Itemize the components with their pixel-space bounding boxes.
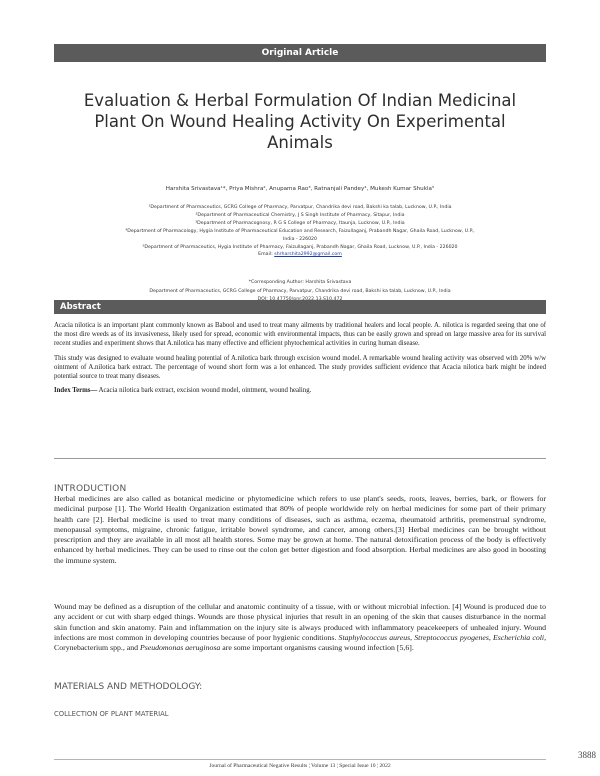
organism-name: Streptococcus pyogenes bbox=[414, 632, 489, 642]
introduction-heading: INTRODUCTION bbox=[54, 484, 127, 494]
index-terms-label: Index Terms— bbox=[54, 387, 98, 395]
abstract-paragraph-2: This study was designed to evaluate wound healing potential of A.nilotica bark through excision wound model. A remarkable wound healing activity was observed with 20% w/w ointment of A.nilotica bark extract. The percentage of wound short form was a lot enhanced. The study provides sufficient evidence that Acacia nilotica bark might be indeed potential source to treat many diseases. bbox=[54, 354, 546, 380]
article-type-label: Original Article bbox=[261, 48, 339, 58]
index-terms-text: Acacia nilotica bark extract, excision wound model, ointment, wound healing. bbox=[97, 387, 312, 395]
paragraph-text: are some important organisms causing wound infection [5,6]. bbox=[220, 643, 414, 653]
footer-divider bbox=[54, 759, 546, 760]
title-line-3: Animals bbox=[267, 133, 333, 152]
index-terms bbox=[54, 387, 546, 396]
introduction-paragraph-2 bbox=[54, 602, 546, 653]
section-divider bbox=[54, 458, 546, 459]
affiliation-3: ³Department of Pharmacognosy, R G S College of Pharmacy, Itaunja, Lucknow, U.P., India bbox=[195, 220, 405, 226]
affiliations bbox=[54, 204, 546, 259]
introduction-paragraph-1: Herbal medicines are also called as botanical medicine or phytomedicine which refers to use plant's seeds, roots, leaves, berries, bark, or flowers for medicinal purpose [1]. The World Health Organization estimated that 80% of people worldwide rely on herbal medicines for some part of their primary health care [2]. Herbal medicine is used to treat many conditions of diseases, such as asthma, eczema, rheumatoid arthritis, premenstrual syndrome, menopausal symptoms, migraine, chronic fatigue, irritable bowel syndrome, and cancer, among others.[3] Herbal medicines can be brought without prescription and they are available in all most all health stores. Some may be grown at home. The natural detoxification process of the body is effectively enhanced by herbal medicines. They can be used to rinse out the colon get better digestion and food absorption. Herbal medicines are also good in boosting the immune system. bbox=[54, 494, 546, 565]
methods-heading: MATERIALS AND METHODOLOGY: bbox=[54, 682, 203, 692]
separator: , bbox=[488, 632, 493, 642]
separator: , bbox=[410, 632, 415, 642]
email-link[interactable]: shrharshita2992@gmail.com bbox=[274, 252, 342, 258]
paragraph-text: Wound may be defined as a disruption of the cellular and anatomic continuity of a tissue, with or without microbial infection. [4] Wound is produced due to any accident or cut with sharp edged things. Wounds are those physical injuries that result in an opening of the skin that causes disturbance in the normal skin function and skin anatomy. Pain and inflammation on the injury site is always produced with inflammatory peacekeepers of unhealed injury. Wound infections are most common in developing countries because of poor hygienic conditions. bbox=[54, 602, 546, 642]
organism-name: Pseudomonas aeruginosa bbox=[139, 643, 221, 653]
affiliation-1: ¹Department of Pharmaceutics, GCRG College of Pharmacy, Parvatpur, Chandrika devi road, Bakshi ka talab, Lucknow, U.P., India bbox=[148, 205, 452, 210]
paragraph-text: , Corynebacterium spp., and bbox=[54, 632, 547, 653]
corresponding-address: Department of Pharmaceutics, GCRG College of Pharmacy, Parvatpur, Chandrika devi road, Bakshi ka talab, Lucknow, U.P., India bbox=[149, 288, 451, 294]
affiliation-2: ²Department of Pharmaceutical Chemistry, J S Singh Institute of Pharmacy, Sitapur, India bbox=[195, 212, 405, 218]
abstract-heading: Abstract bbox=[60, 302, 101, 312]
affiliation-4-cont: India - 226020 bbox=[282, 236, 318, 242]
organism-name: Staphylococcus aureus bbox=[338, 632, 411, 642]
abstract-paragraph-1: Acacia nilotica is an important plant commonly known as Babool and used to treat many ailments by traditional healers and local people. A. nilotica is regarded seeing that one of the most dire weeds as of its invasiveness, likely used for spread, economic with environmental impacts, thus can be easily grown and spread on large massive area for its survival recent studies and experiment shows that A.nilotica has many effective and efficient phytochemical activities in curing human disease. bbox=[54, 322, 546, 347]
author-list: Harshita Srivastava¹*, Priya Mishra², Anupama Rao³, Ratnanjali Pandey⁴, Mukesh Kumar Shukla⁵ bbox=[165, 186, 435, 192]
title-line-1: Evaluation & Herbal Formulation Of Indian Medicinal bbox=[83, 91, 517, 110]
organism-name: Escherichia coli bbox=[492, 632, 545, 642]
email-line bbox=[54, 251, 546, 259]
paper-title bbox=[60, 90, 540, 153]
corresponding-author: *Corresponding Author: Harshita Srivastava bbox=[248, 280, 352, 285]
affiliation-4: ⁴Department of Pharmacology, Hygia Institute of Pharmaceutical Education and Research, Faizullaganj, Prabandh Nagar, Ghaila Road, Lucknow, U.P., bbox=[125, 228, 475, 234]
collection-subheading: COLLECTION OF PLANT MATERIAL bbox=[54, 710, 169, 718]
title-line-2: Plant On Wound Healing Activity On Experimental bbox=[94, 112, 506, 131]
abstract-heading-bar bbox=[54, 300, 546, 314]
article-type-banner bbox=[54, 44, 546, 62]
email-label: Email: bbox=[258, 252, 273, 258]
abstract-body bbox=[54, 322, 546, 402]
journal-footer: Journal of Pharmaceutical Negative Results ¦ Volume 13 ¦ Special Issue 10 ¦ 2022 bbox=[209, 763, 391, 769]
page-number: 3888 bbox=[578, 750, 596, 760]
affiliation-5: ⁵Department of Pharmaceutics, Hygia Institute of Pharmacy, Faizullaganj, Prabandh Nagar, Ghaila Road, Lucknow, U.P., India - 226020 bbox=[142, 244, 458, 250]
